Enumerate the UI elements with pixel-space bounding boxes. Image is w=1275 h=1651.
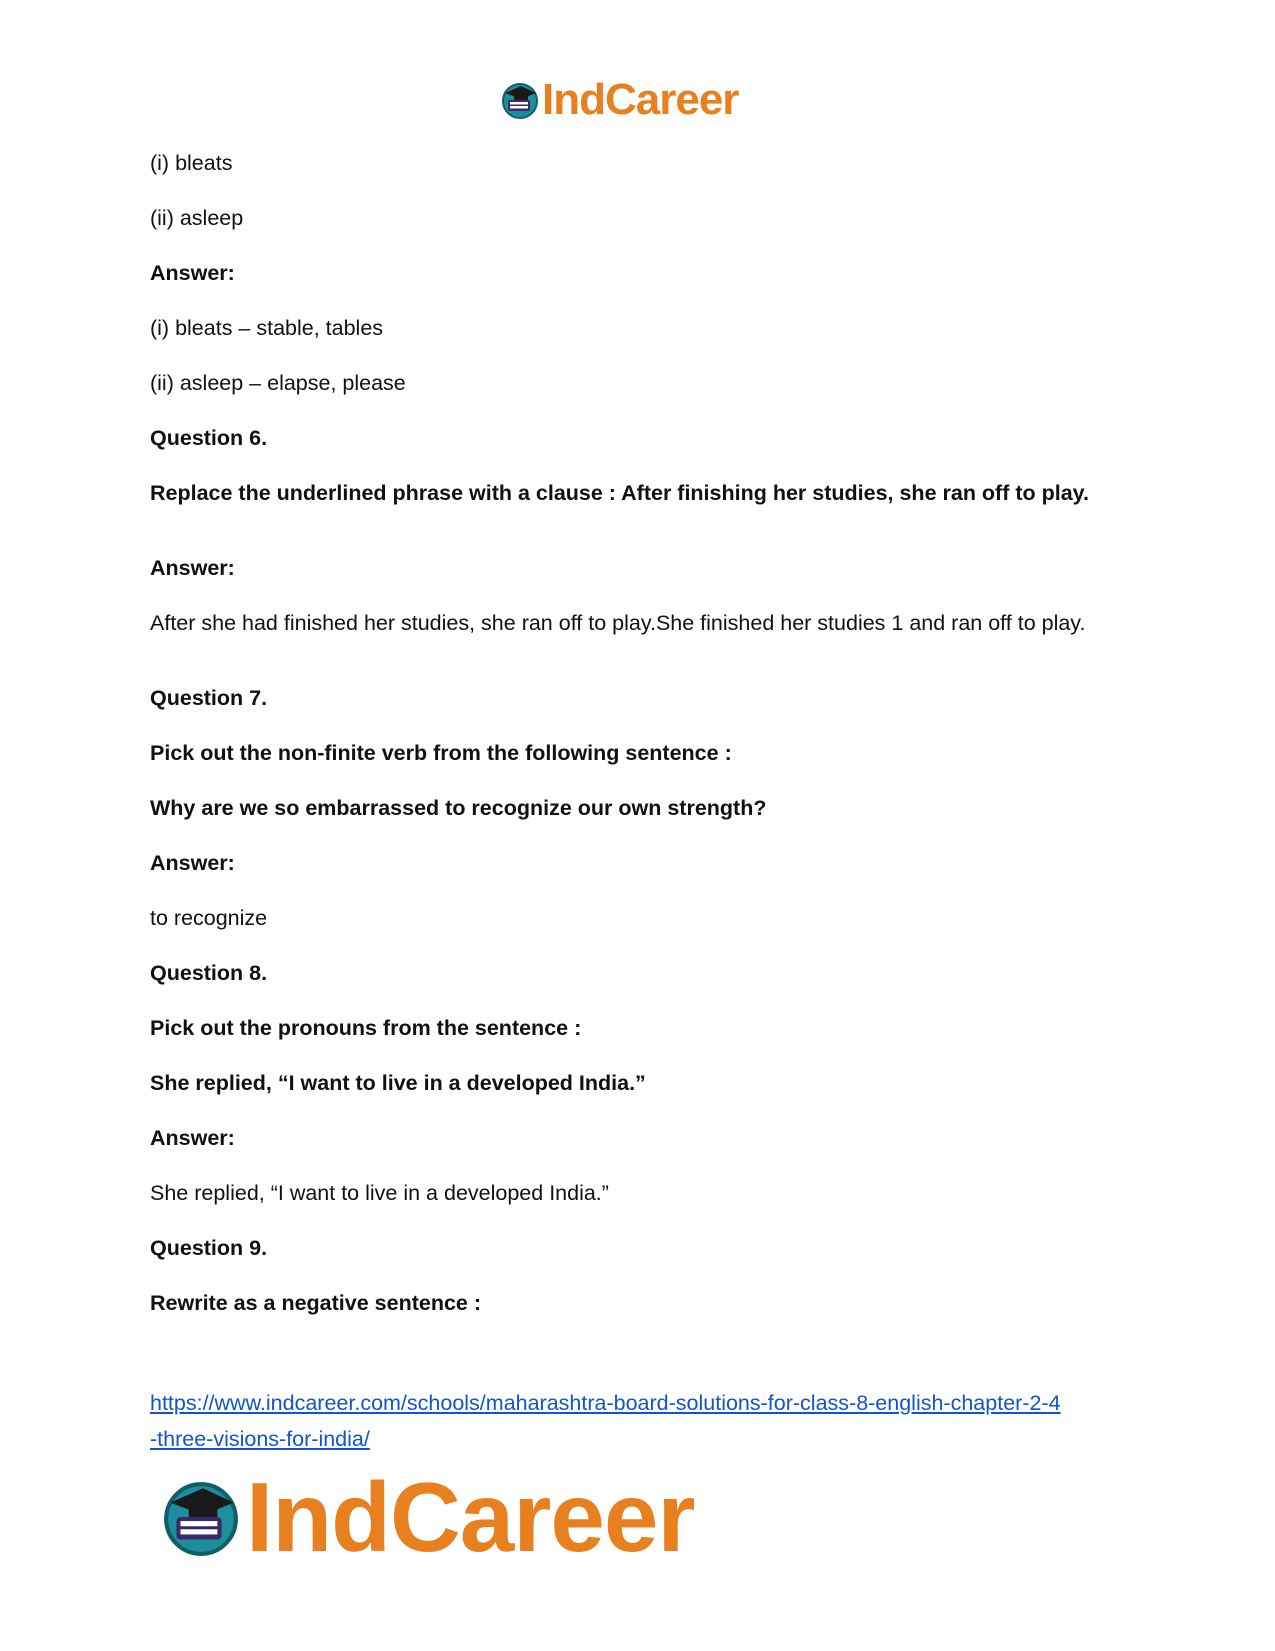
bold-paragraph: Answer: (150, 261, 235, 285)
paragraph: to recognize (150, 906, 268, 930)
paragraph: (ii) asleep – elapse, please (150, 371, 406, 395)
bold-paragraph: Rewrite as a negative sentence : (150, 1291, 482, 1315)
paragraph: (i) bleats (150, 151, 233, 175)
bold-paragraph: Pick out the non-finite verb from the following sentence : (150, 741, 732, 765)
paragraph: After she had finished her studies, she ran off to play.She finished her studies 1 and ran off to play. (150, 611, 1086, 635)
bold-paragraph: Why are we so embarrassed to recognize our own strength? (150, 796, 767, 820)
source-link-line-1[interactable]: https://www.indcareer.com/schools/maharashtra-board-solutions-for-class-8-english-chapter-2-4 (150, 1391, 1061, 1415)
bold-paragraph: Replace the underlined phrase with a clause : After finishing her studies, she ran off to play. (150, 481, 1090, 505)
footer-logo (160, 1462, 695, 1572)
graduation-cap-book-globe-icon (160, 1476, 242, 1558)
bold-paragraph: She replied, “I want to live in a developed India.” (150, 1071, 646, 1095)
logo-text: IndCareer (246, 1462, 695, 1572)
graduation-cap-book-globe-icon (500, 80, 540, 120)
source-link-line-2[interactable]: -three-visions-for-india/ (150, 1427, 370, 1451)
paragraph: (i) bleats – stable, tables (150, 316, 384, 340)
bold-paragraph: Answer: (150, 1126, 235, 1150)
bold-paragraph: Question 9. (150, 1236, 268, 1260)
bold-paragraph: Question 6. (150, 426, 268, 450)
bold-paragraph: Question 7. (150, 686, 268, 710)
bold-paragraph: Question 8. (150, 961, 268, 985)
logo-text: IndCareer (542, 75, 739, 124)
source-link-block (150, 1385, 1140, 1457)
bold-paragraph: Pick out the pronouns from the sentence : (150, 1016, 582, 1040)
bold-paragraph: Answer: (150, 556, 235, 580)
paragraph: (ii) asleep (150, 206, 244, 230)
paragraph: She replied, “I want to live in a developed India.” (150, 1181, 609, 1205)
bold-paragraph: Answer: (150, 851, 235, 875)
header-logo (500, 75, 739, 124)
